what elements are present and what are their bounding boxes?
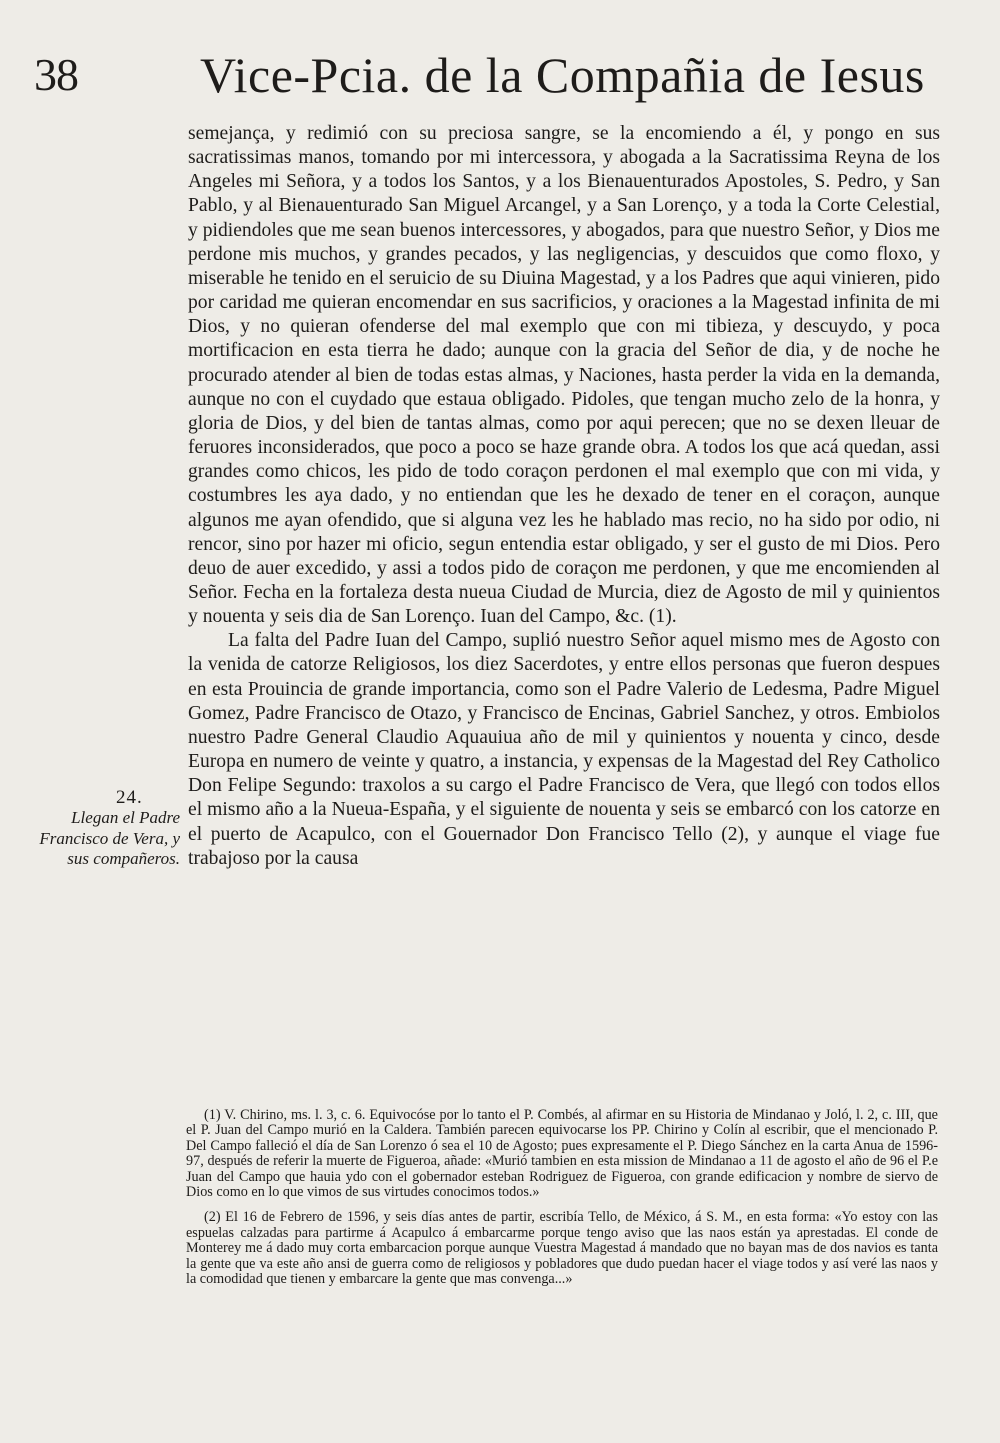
body-paragraph-1: semejança, y redimió con su preciosa sangre, se la encomiendo a él, y pongo en sus sacratissimas manos, tomando por mi intercessora, y abogada a la Sacratissima Reyna de los Angeles mi Señora, y a todos los Santos, y a los Bienauenturados Apostoles, S. Pedro, y San Pablo, y al Bienauenturado San Miguel Arcangel, y a San Lorenço, y a toda la Corte Celestial, y pidiendoles que me sean buenos intercessores, y abogados, para que nuestro Señor, y Dios me perdone mis muchos, y grandes pecados, y las negligencias, y descuidos que como floxo, y miserable he tenido en el seruicio de su Diuina Magestad, y a los Padres que aqui vinieren, pido por caridad me quieran encomendar en sus sacrificios, y oraciones a la Magestad infinita de mi Dios, y no quieran ofenderse del mal exemplo que con mi tibieza, y descuydo, y poca mortificacion en esta tierra he dado; aunque con la gracia del Señor de dia, y de noche he procurado atender al bien de todas estas almas, y Naciones, hasta perder la vida en la demanda, aunque no con el cuydado que estaua obligado. Pidoles, que tengan mucho zelo de la honra, y gloria de Dios, y del bien de tantas almas, como por aqui perecen; que no se dexen lleuar de feruores inconsiderados, que poco a poco se haze grande obra. A todos los que acá quedan, assi grandes como chicos, les pido de todo coraçon perdonen el mal exemplo que con mi vida, y costumbres les aya dado, y no entiendan que les he dexado de tener en el coraçon, aunque algunos me ayan ofendido, que si alguna vez les he hablado mas recio, no ha sido por odio, ni rencor, sino por hazer mi oficio, segun entendia estar obligado, y ser el gusto de mi Dios. Pero deuo de auer excedido, y assi a todos pido de coraçon me perdonen, y que me encomienden al Señor. Fecha en la fortaleza desta nueua Ciudad de Murcia, diez de Agosto de mil y quinientos y nouenta y seis dia de San Lorenço. Iuan del Campo, &c. (1).	[188, 123, 940, 628]
footnotes	[186, 1108, 938, 1297]
page-number: 38	[34, 49, 78, 100]
body-paragraph-2: La falta del Padre Iuan del Campo, suplió nuestro Señor aquel mismo mes de Agosto con la venida de catorze Religiosos, los diez Sacerdotes, y entre ellos personas que fueron despues en esta Prouincia de grande importancia, como son el Padre Valerio de Ledesma, Padre Miguel Gomez, Padre Francisco de Otazo, y Francisco de Encinas, Gabriel Sanchez, y otros. Embiolos nuestro Padre General Claudio Aquauiua año de mil y quinientos y nouenta y cinco, desde Europa en numero de veinte y quatro, a instancia, y expensas de la Magestad del Rey Catholico Don Felipe Segundo: traxolos a su cargo el Padre Francisco de Vera, que llegó con todos ellos el mismo año a la Nueua-España, y el siguiente de nouenta y seis se embarcó con los catorze en el puerto de Acapulco, con el Gouernador Don Francisco Tello (2), y aunque el viage fue trabajoso por la causa	[188, 630, 940, 869]
footnote-2: (2) El 16 de Febrero de 1596, y seis días antes de partir, escribía Tello, de México, á S. M., en esta forma: «Yo estoy con las espuelas calzadas para partirme á Acapulco á embarcarme porque tengo aviso que las naos están ya aprestadas. El conde de Monterey me á dado muy corta embarcacion porque aunque Vuestra Magestad á mandado que no bayan mas de dos navios es tanta la gente que va este año ansi de guerra como de religiosos y pobladores que dudo puedan hacer el viage todos y así veré las naos y la comodidad que tienen y embarcare la gente que mas convenga...»	[186, 1209, 938, 1288]
marginal-section-number: 24.	[116, 787, 143, 808]
marginal-note: Llegan el Padre Francisco de Vera, y sus compañeros.	[39, 808, 180, 868]
footnote-1: (1) V. Chirino, ms. l. 3, c. 6. Equivocóse por lo tanto el P. Combés, al afirmar en su Historia de Mindanao y Joló, l. 2, c. III, que el P. Juan del Campo murió en la Caldera. También parecen equivocarse los PP. Chirino y Colín al escribir, que el mencionado P. Del Campo falleció el día de San Lorenzo ó sea el 10 de Agosto; pues expresamente el P. Diego Sánchez en la carta Anua de 1596-97, después de referir la muerte de Figueroa, añade: «Murió tambien en esta mission de Mindanao a 11 de agosto el año de 96 el P.e Juan del Campo que hauia ydo con el gobernador esteban Rodriguez de Figueroa, con grande edificacion y nombre de siervo de Dios como en lo que vimos de sus virtudes conocimos todos.»	[186, 1107, 938, 1201]
main-text	[188, 122, 940, 871]
running-head: Vice-Pcia. de la Compañia de Iesus	[200, 47, 925, 103]
